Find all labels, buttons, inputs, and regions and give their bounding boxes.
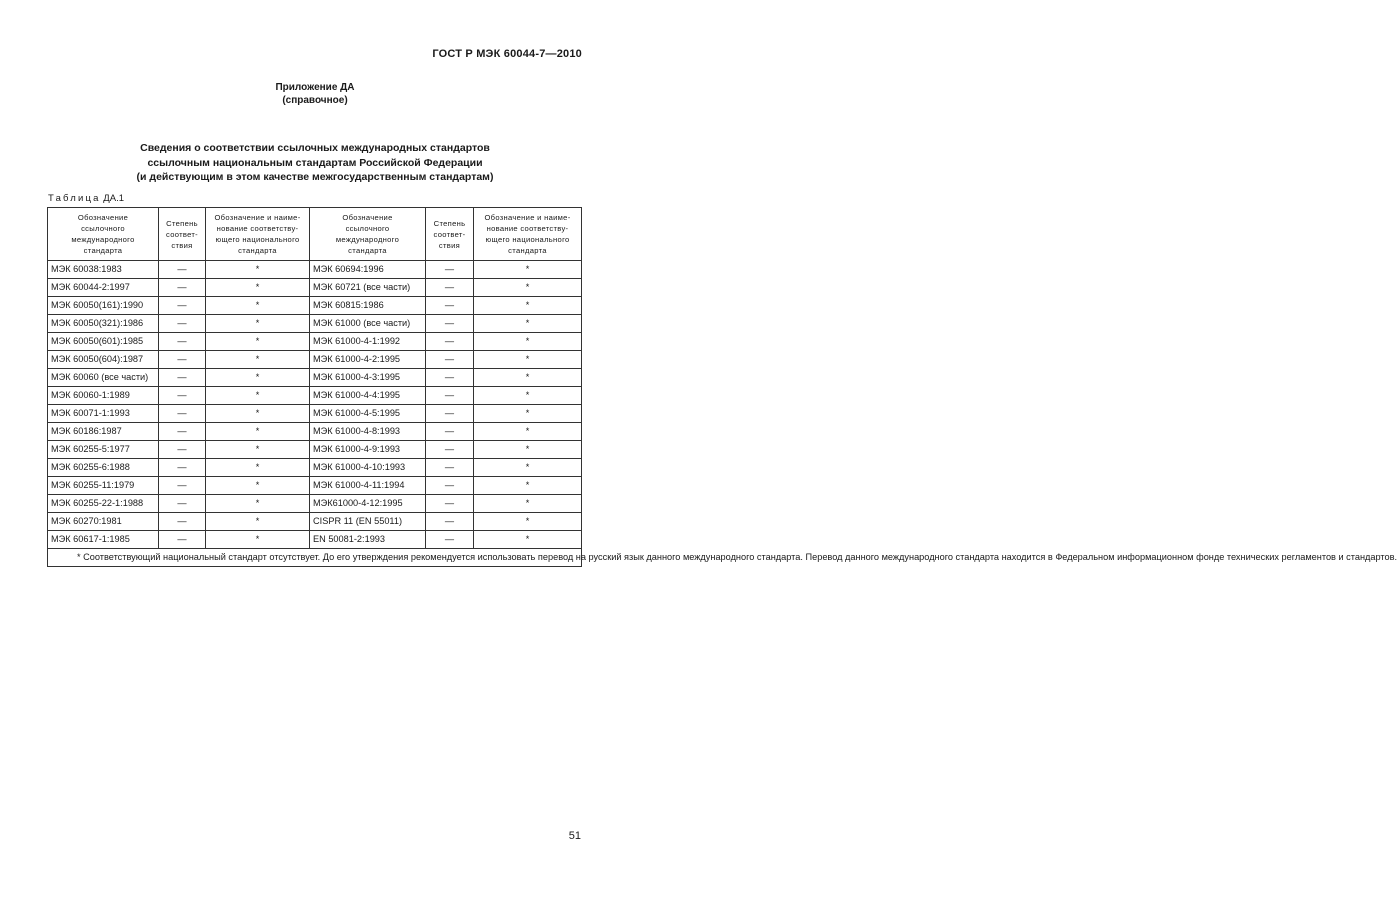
- national-standard-cell: *: [474, 495, 582, 513]
- degree-cell: —: [426, 423, 474, 441]
- intl-standard-cell: МЭК 60050(161):1990: [48, 297, 159, 315]
- degree-cell: —: [159, 513, 206, 531]
- intl-standard-cell: МЭК 60044-2:1997: [48, 279, 159, 297]
- intl-standard-cell: МЭК 61000-4-2:1995: [310, 351, 426, 369]
- intl-standard-cell: МЭК 60038:1983: [48, 261, 159, 279]
- intl-standard-cell: МЭК 61000-4-1:1992: [310, 333, 426, 351]
- annex-subtitle: (справочное): [282, 95, 348, 106]
- national-standard-cell: *: [206, 405, 310, 423]
- page-number: 51: [568, 830, 581, 842]
- intl-standard-cell: МЭК 61000 (все части): [310, 315, 426, 333]
- degree-cell: —: [159, 279, 206, 297]
- degree-cell: —: [426, 261, 474, 279]
- table-label-number: ДА.1: [103, 193, 124, 204]
- intl-standard-cell: МЭК 61000-4-8:1993: [310, 423, 426, 441]
- degree-cell: —: [426, 441, 474, 459]
- table-row: [48, 495, 582, 513]
- footnote-text: * Соответствующий национальный стандарт отсутствует. До его утверждения рекомендуется использовать перевод на русский язык данного международного стандарта. Перевод данного международного стандарта находится в Федеральном информационном фонде технических регламентов и стандартов.: [77, 552, 1397, 562]
- intl-standard-cell: МЭК 60060 (все части): [48, 369, 159, 387]
- table-header-row: [48, 208, 582, 261]
- table-row: [48, 441, 582, 459]
- national-standard-cell: *: [206, 315, 310, 333]
- annex-title: Приложение ДА: [275, 82, 355, 93]
- col-header-intl-left: Обозначение ссылочного международного стандарта: [48, 208, 159, 261]
- degree-cell: —: [426, 531, 474, 549]
- national-standard-cell: *: [206, 369, 310, 387]
- national-standard-cell: *: [474, 423, 582, 441]
- national-standard-cell: *: [474, 441, 582, 459]
- national-standard-cell: *: [206, 459, 310, 477]
- national-standard-cell: *: [206, 351, 310, 369]
- table-row: [48, 351, 582, 369]
- degree-cell: —: [159, 333, 206, 351]
- degree-cell: —: [159, 315, 206, 333]
- table-row: [48, 531, 582, 549]
- national-standard-cell: *: [206, 495, 310, 513]
- degree-cell: —: [159, 297, 206, 315]
- col-header-degree-left: Степень соответ- ствия: [159, 208, 206, 261]
- degree-cell: —: [426, 459, 474, 477]
- national-standard-cell: *: [474, 315, 582, 333]
- col-header-national-left: Обозначение и наиме- нование соответству- ющего национального стандарта: [206, 208, 310, 261]
- degree-cell: —: [159, 369, 206, 387]
- national-standard-cell: *: [206, 441, 310, 459]
- intl-standard-cell: МЭК 60255-6:1988: [48, 459, 159, 477]
- degree-cell: —: [426, 513, 474, 531]
- degree-cell: —: [159, 531, 206, 549]
- degree-cell: —: [426, 405, 474, 423]
- table-label: [48, 193, 124, 204]
- intl-standard-cell: МЭК 60255-22-1:1988: [48, 495, 159, 513]
- table-row: [48, 297, 582, 315]
- intl-standard-cell: МЭК 60815:1986: [310, 297, 426, 315]
- degree-cell: —: [159, 351, 206, 369]
- table-row: [48, 459, 582, 477]
- national-standard-cell: *: [474, 297, 582, 315]
- degree-cell: —: [159, 405, 206, 423]
- national-standard-cell: *: [474, 369, 582, 387]
- heading-line-1: Сведения о соответствии ссылочных международных стандартов: [140, 142, 490, 154]
- heading-line-3: (и действующим в этом качестве межгосударственным стандартам): [136, 171, 494, 183]
- col-header-national-right: Обозначение и наиме- нование соответству- ющего национального стандарта: [474, 208, 582, 261]
- degree-cell: —: [426, 369, 474, 387]
- table-label-word: Таблица: [48, 193, 101, 204]
- degree-cell: —: [426, 297, 474, 315]
- intl-standard-cell: МЭК 60050(321):1986: [48, 315, 159, 333]
- national-standard-cell: *: [474, 279, 582, 297]
- table-body: [48, 261, 582, 549]
- degree-cell: —: [426, 477, 474, 495]
- national-standard-cell: *: [206, 333, 310, 351]
- national-standard-cell: *: [474, 351, 582, 369]
- national-standard-cell: *: [206, 261, 310, 279]
- national-standard-cell: *: [474, 405, 582, 423]
- national-standard-cell: *: [474, 477, 582, 495]
- national-standard-cell: *: [474, 333, 582, 351]
- table-row: [48, 423, 582, 441]
- intl-standard-cell: МЭК 60050(604):1987: [48, 351, 159, 369]
- degree-cell: —: [159, 477, 206, 495]
- intl-standard-cell: МЭК 61000-4-3:1995: [310, 369, 426, 387]
- national-standard-cell: *: [474, 513, 582, 531]
- national-standard-cell: *: [206, 279, 310, 297]
- national-standard-cell: *: [206, 477, 310, 495]
- intl-standard-cell: МЭК61000-4-12:1995: [310, 495, 426, 513]
- intl-standard-cell: МЭК 60060-1:1989: [48, 387, 159, 405]
- national-standard-cell: *: [206, 513, 310, 531]
- degree-cell: —: [159, 441, 206, 459]
- table-row: [48, 315, 582, 333]
- section-heading: [0, 141, 630, 185]
- heading-line-2: ссылочным национальным стандартам Российской Федерации: [147, 156, 483, 169]
- intl-standard-cell: МЭК 60071-1:1993: [48, 405, 159, 423]
- intl-standard-cell: МЭК 60721 (все части): [310, 279, 426, 297]
- national-standard-cell: *: [474, 531, 582, 549]
- intl-standard-cell: МЭК 61000-4-9:1993: [310, 441, 426, 459]
- intl-standard-cell: МЭК 60186:1987: [48, 423, 159, 441]
- national-standard-cell: *: [206, 297, 310, 315]
- degree-cell: —: [159, 387, 206, 405]
- national-standard-cell: *: [474, 261, 582, 279]
- intl-standard-cell: CISPR 11 (EN 55011): [310, 513, 426, 531]
- degree-cell: —: [159, 459, 206, 477]
- table-row: [48, 369, 582, 387]
- intl-standard-cell: МЭК 61000-4-10:1993: [310, 459, 426, 477]
- correspondence-table: [47, 207, 1397, 567]
- table-row: [48, 387, 582, 405]
- degree-cell: —: [426, 333, 474, 351]
- degree-cell: —: [159, 495, 206, 513]
- degree-cell: —: [426, 315, 474, 333]
- degree-cell: —: [426, 387, 474, 405]
- degree-cell: —: [426, 279, 474, 297]
- intl-standard-cell: МЭК 61000-4-5:1995: [310, 405, 426, 423]
- degree-cell: —: [159, 261, 206, 279]
- col-header-intl-right: Обозначение ссылочного международного стандарта: [310, 208, 426, 261]
- national-standard-cell: *: [474, 387, 582, 405]
- intl-standard-cell: МЭК 60694:1996: [310, 261, 426, 279]
- col-header-degree-right: Степень соответ- ствия: [426, 208, 474, 261]
- intl-standard-cell: МЭК 60255-11:1979: [48, 477, 159, 495]
- intl-standard-cell: МЭК 60050(601):1985: [48, 333, 159, 351]
- table-row: [48, 477, 582, 495]
- intl-standard-cell: МЭК 60270:1981: [48, 513, 159, 531]
- document-header-standard: ГОСТ Р МЭК 60044-7—2010: [432, 48, 582, 60]
- degree-cell: —: [159, 423, 206, 441]
- national-standard-cell: *: [206, 423, 310, 441]
- table-row: [48, 513, 582, 531]
- degree-cell: —: [426, 495, 474, 513]
- table-row: [48, 279, 582, 297]
- national-standard-cell: *: [206, 531, 310, 549]
- national-standard-cell: *: [206, 387, 310, 405]
- intl-standard-cell: МЭК 61000-4-4:1995: [310, 387, 426, 405]
- intl-standard-cell: МЭК 60617-1:1985: [48, 531, 159, 549]
- table-row: [48, 261, 582, 279]
- footnote: [48, 549, 1397, 567]
- degree-cell: —: [426, 351, 474, 369]
- table-row: [48, 405, 582, 423]
- national-standard-cell: *: [474, 459, 582, 477]
- intl-standard-cell: МЭК 61000-4-11:1994: [310, 477, 426, 495]
- intl-standard-cell: EN 50081-2:1993: [310, 531, 426, 549]
- intl-standard-cell: МЭК 60255-5:1977: [48, 441, 159, 459]
- table-row: [48, 333, 582, 351]
- footnote-row: [48, 549, 582, 567]
